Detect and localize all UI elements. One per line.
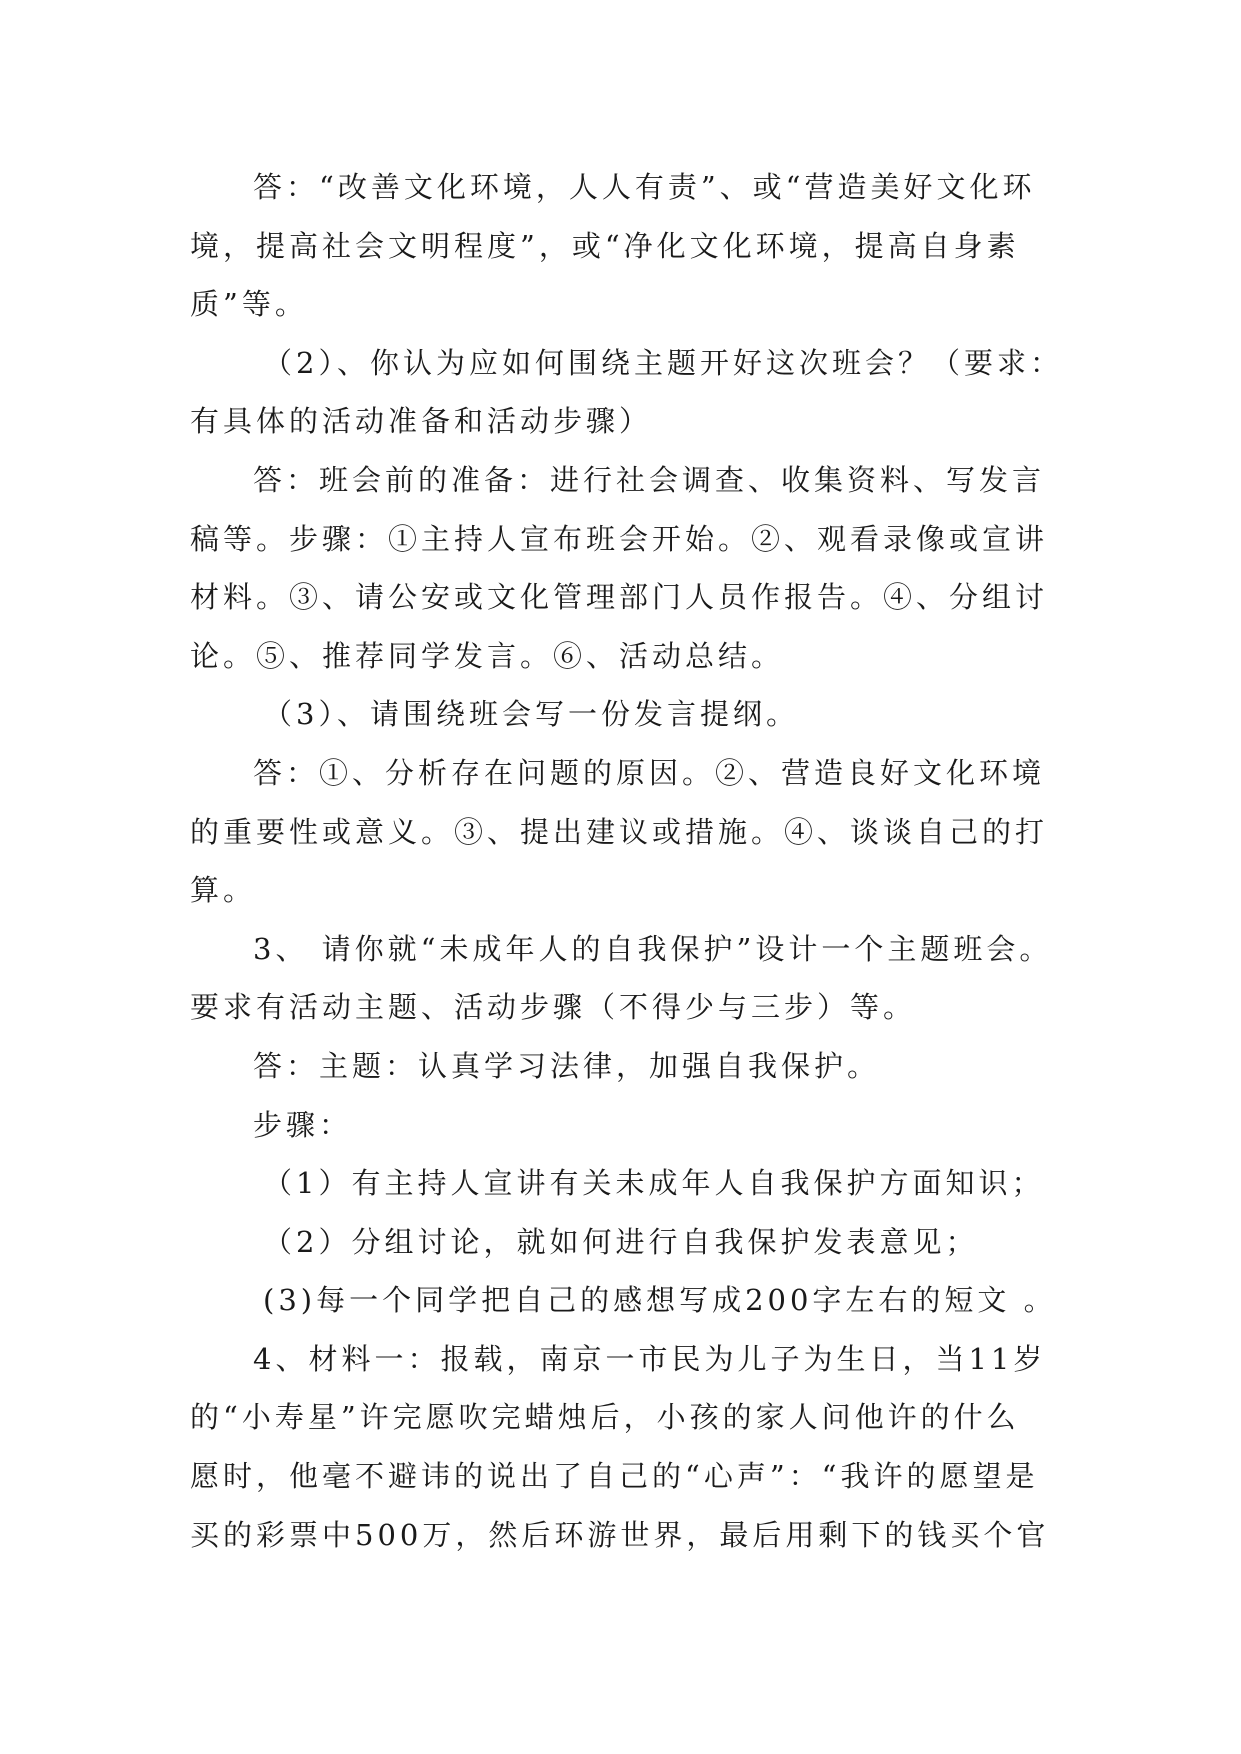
text-line: 要求有活动主题、活动步骤（不得少与三步）等。 (190, 990, 917, 1025)
text-line: 质”等。 (190, 287, 308, 322)
text-line: 算。 (190, 873, 257, 908)
text-line: 愿时，他毫不避讳的说出了自己的“心声”：“我许的愿望是 (190, 1459, 1039, 1494)
text-line: （2）分组讨论，就如何进行自我保护发表意见； (263, 1224, 979, 1259)
text-line: 答：主题：认真学习法律，加强自我保护。 (253, 1048, 881, 1083)
document-body (190, 158, 1063, 1564)
text-line: 论。⑤、推荐同学发言。⑥、活动总结。 (190, 638, 785, 673)
text-line: （2）、你认为应如何围绕主题开好这次班会？（要求： (263, 345, 1063, 380)
text-line: 有具体的活动准备和活动步骤） (190, 404, 653, 439)
text-line: 答：①、分析存在问题的原因。②、营造良好文化环境 (253, 755, 1046, 790)
text-line: （1）有主持人宣讲有关未成年人自我保护方面知识； (263, 1166, 1045, 1201)
text-line: 4、材料一：报载，南京一市民为儿子为生日，当11岁 (253, 1341, 1047, 1376)
text-line: 答：班会前的准备：进行社会调查、收集资料、写发言 (253, 462, 1046, 497)
text-line: 买的彩票中500万，然后环游世界，最后用剩下的钱买个官 (190, 1517, 1050, 1552)
text-line: 的“小寿星”许完愿吹完蜡烛后，小孩的家人问他许的什么 (190, 1400, 1020, 1435)
text-line: （3）、请围绕班会写一份发言提纲。 (263, 697, 799, 732)
text-line: 3、 请你就“未成年人的自我保护”设计一个主题班会。 (253, 931, 1053, 966)
text-line: 稿等。步骤：①主持人宣布班会开始。②、观看录像或宣讲 (190, 521, 1049, 556)
text-line: 步骤： (253, 1107, 353, 1142)
text-line: 材料。③、请公安或文化管理部门人员作报告。④、分组讨 (190, 580, 1049, 615)
text-line: 的重要性或意义。③、提出建议或措施。④、谈谈自己的打 (190, 814, 1049, 849)
text-line: 境，提高社会文明程度”，或“净化文化环境，提高自身素 (190, 228, 1020, 263)
text-line: (3)每一个同学把自己的感想写成200字左右的短文 。 (263, 1283, 1057, 1318)
text-line: 答：“改善文化环境，人人有责”、或“营造美好文化环 (253, 170, 1036, 204)
